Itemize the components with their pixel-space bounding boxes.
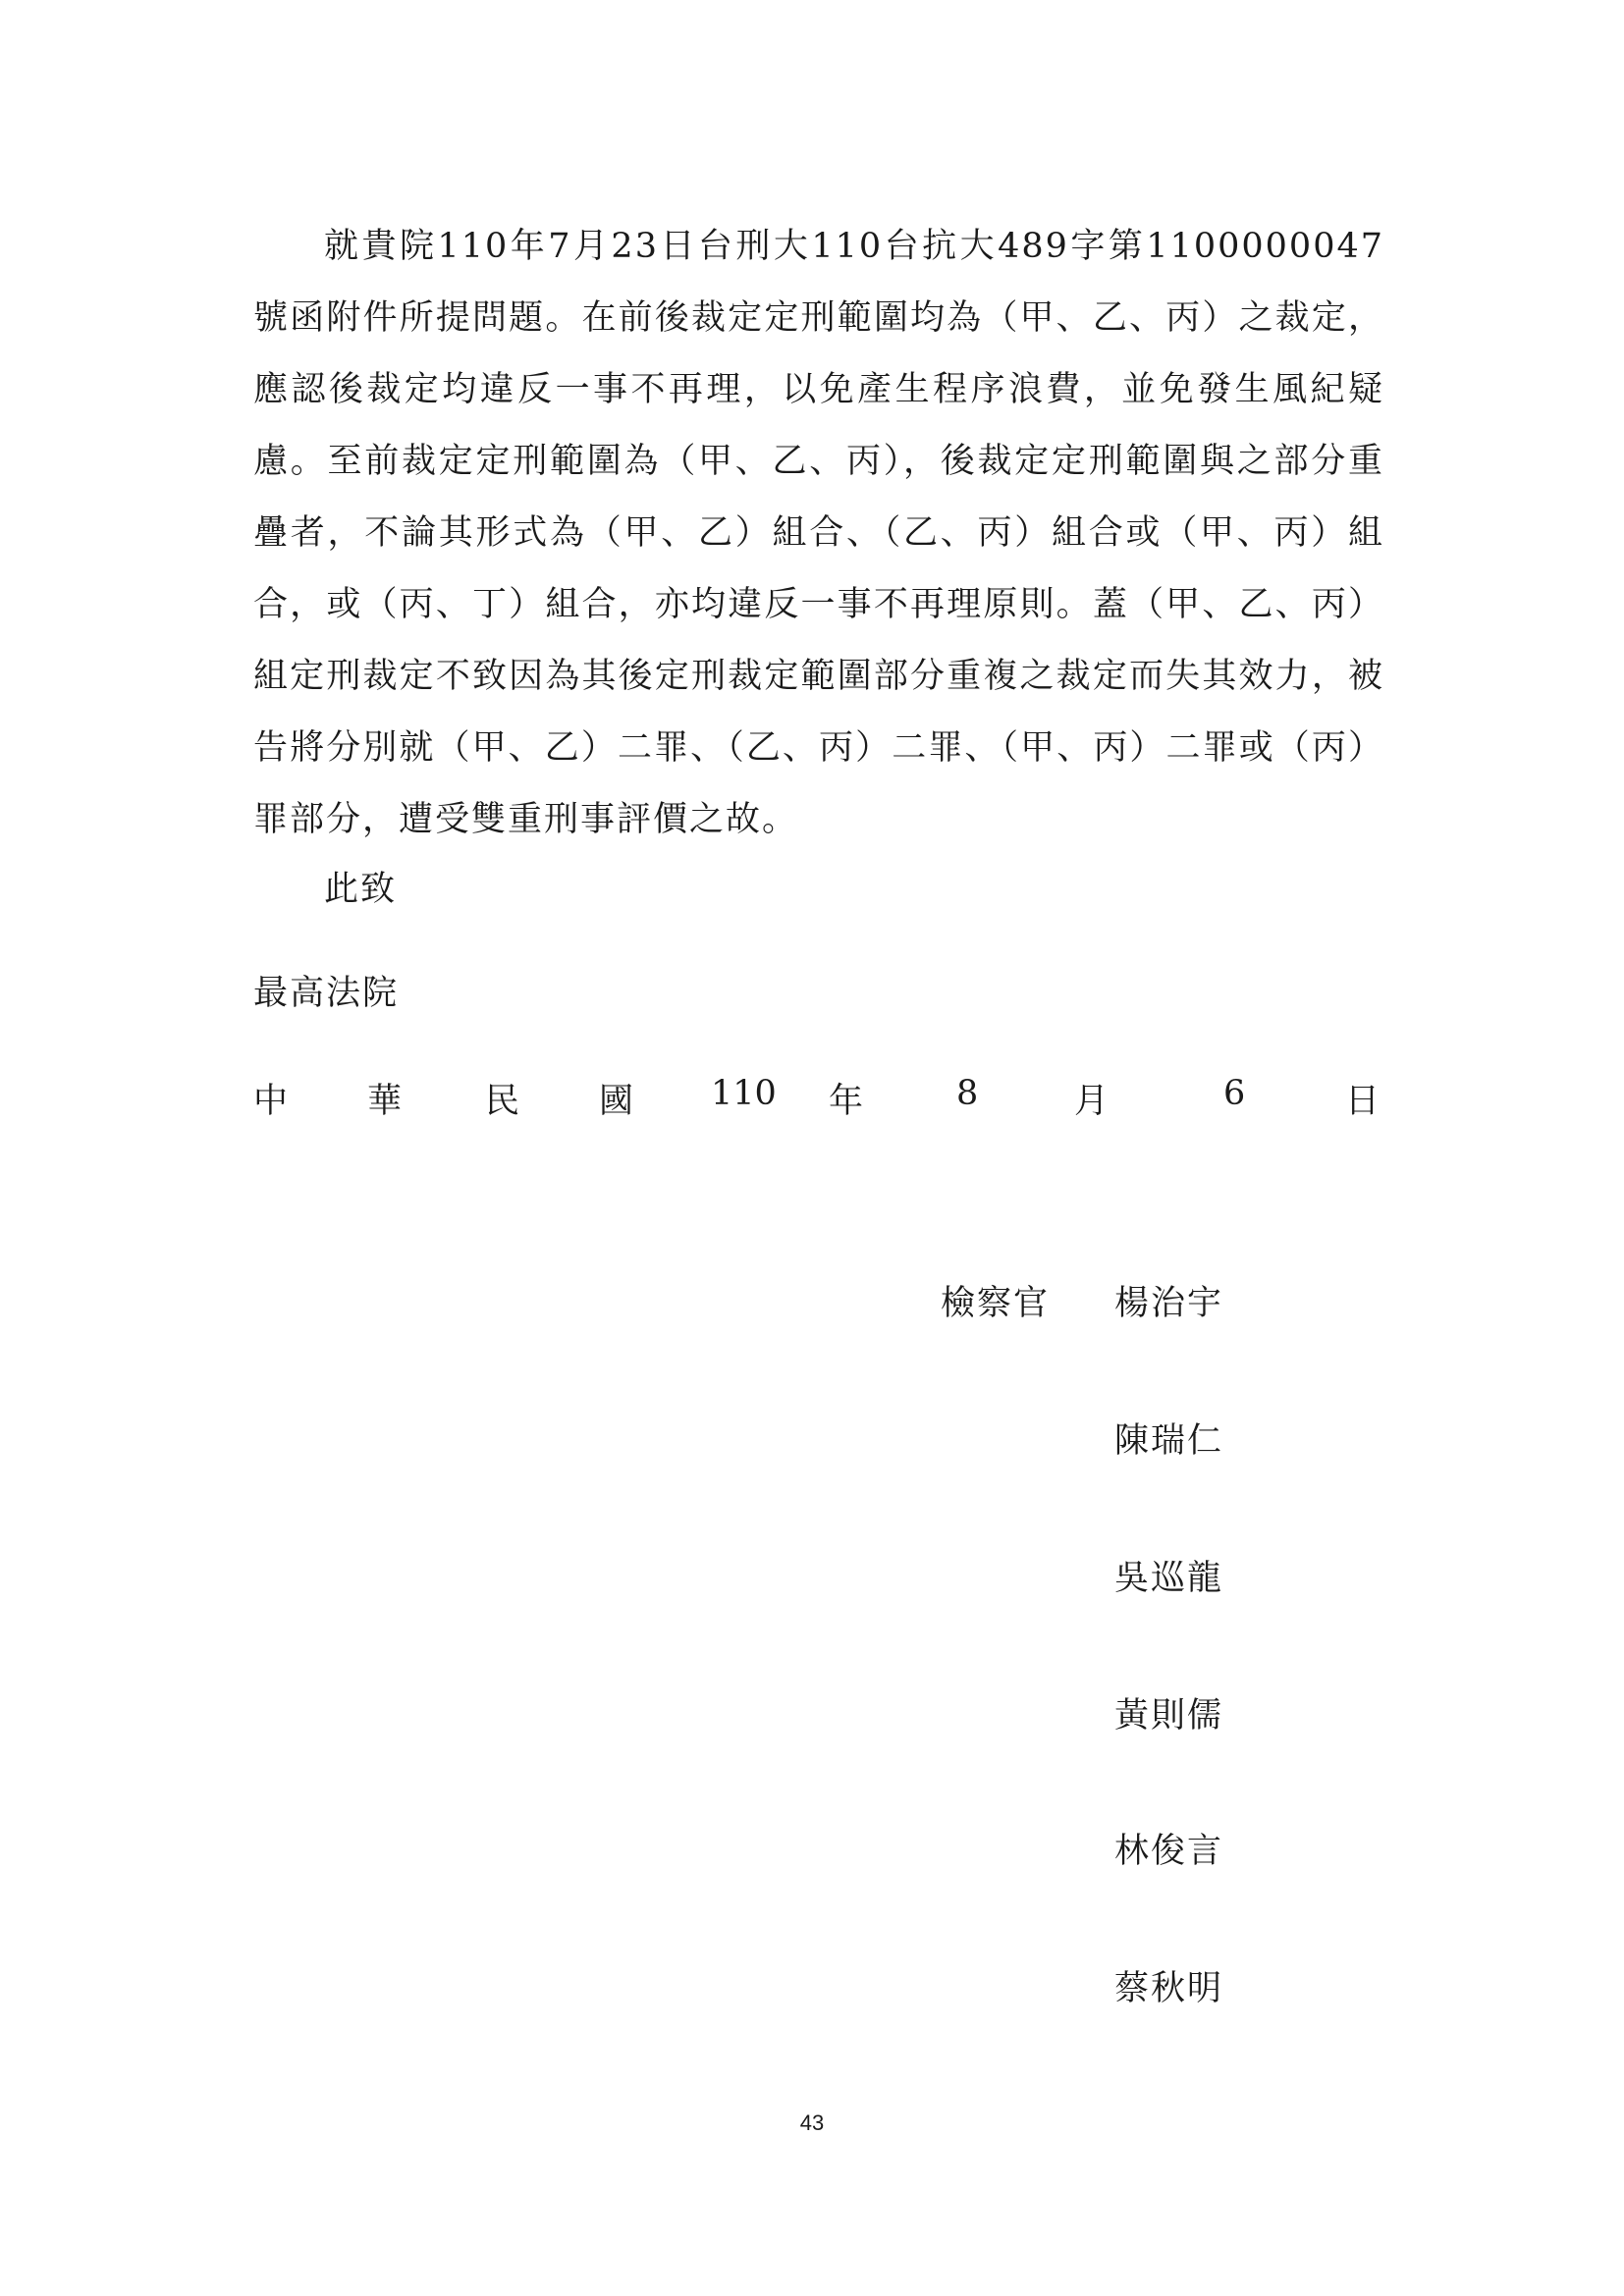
date-char-hua: 華 [367,1082,403,1121]
signatory-name: 吳巡龍 [1114,1559,1224,1598]
signatory-name: 林俊言 [1114,1832,1224,1871]
date-month: 8 [956,1074,979,1113]
signatory-name: 陳瑞仁 [1114,1421,1224,1461]
date-line [253,1074,1382,1121]
signatory-name: 黃則儒 [1114,1696,1224,1735]
date-char-zhong: 中 [253,1082,289,1121]
body-paragraph: 就貴院110年7月23日台刑大110台抗大489字第1100000047號函附件所提問題。在前後裁定定刑範圍均為（甲、乙、丙）之裁定，應認後裁定均違反一事不再理，以免產生程序浪費，並免發生風紀疑慮。至前裁定定刑範圍為（甲、乙、丙），後裁定定刑範圍與之部分重疊者，不論其形式為（甲、乙）組合、（乙、丙）組合或（甲、丙）組合，或（丙、丁）組合，亦均違反一事不再理原則。蓋（甲、乙、丙）組定刑裁定不致因為其後定刑裁定範圍部分重複之裁定而失其效力，被告將分別就（甲、乙）二罪、（乙、丙）二罪、（甲、丙）二罪或（丙）罪部分，遭受雙重刑事評價之故。 [253,227,1384,839]
date-char-guo: 國 [599,1082,634,1121]
date-year: 110 [711,1074,777,1113]
date-char-min: 民 [485,1082,520,1121]
signatory-name: 蔡秋明 [1114,1969,1224,2008]
date-day-unit: 日 [1345,1082,1380,1121]
signatory-name: 楊治宇 [1114,1284,1224,1323]
signatory-title: 檢察官 [941,1284,1051,1323]
date-month-unit: 月 [1074,1082,1110,1121]
date-day: 6 [1223,1074,1246,1113]
addressee: 最高法院 [253,974,400,1013]
page-number: 43 [799,2110,825,2135]
closing-salutation: 此致 [324,870,398,909]
date-year-unit: 年 [829,1082,864,1121]
